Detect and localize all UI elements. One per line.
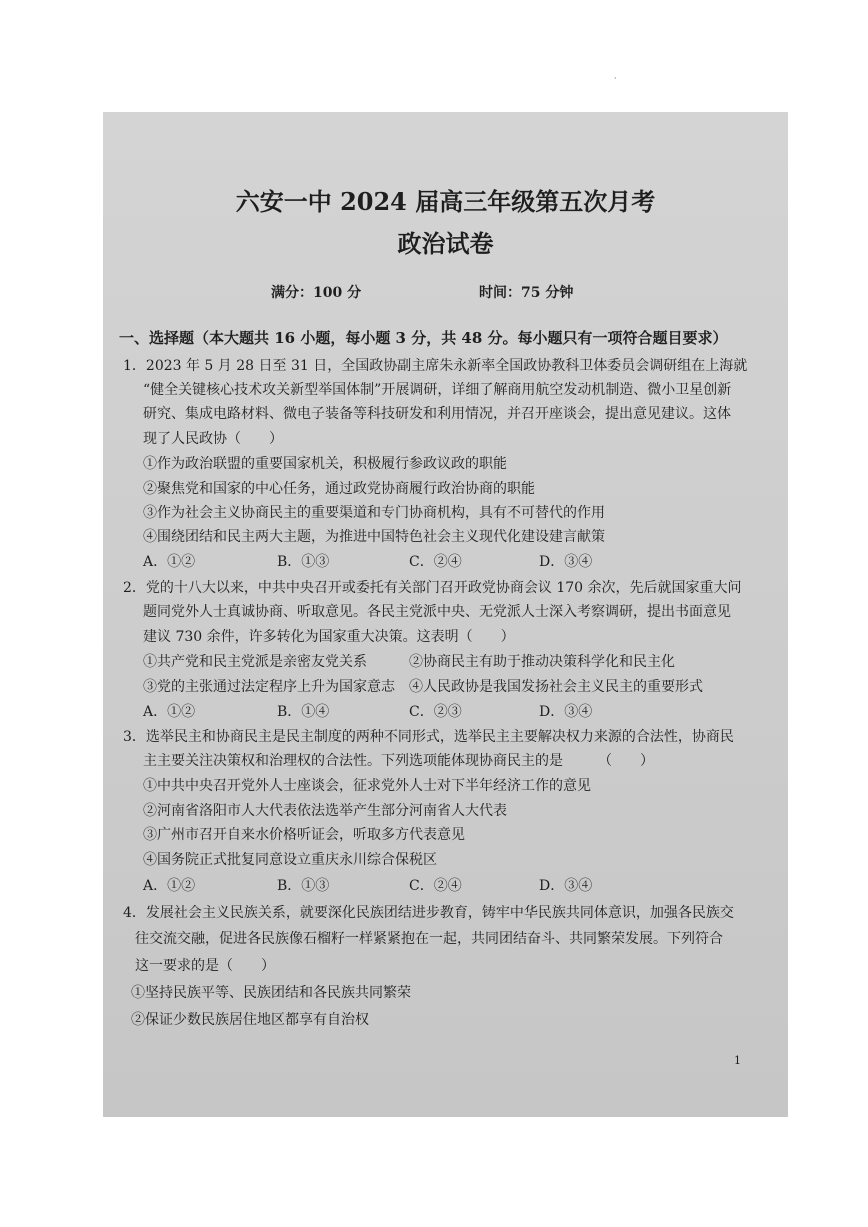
section-header: 一、选择题（本大题共 16 小题，每小题 3 分，共 48 分。每小题只有一项符合题目要求）: [119, 329, 728, 347]
exam-time: 时间：75 分钟: [479, 285, 574, 301]
q4-item: ①坚持民族平等、民族团结和各民族共同繁荣: [131, 985, 411, 1001]
q3-item: ②河南省洛阳市人大代表依法选举产生部分河南省人大代表: [143, 803, 507, 819]
q4-item: ②保证少数民族居住地区都享有自治权: [131, 1012, 369, 1028]
q1-item: ②聚焦党和国家的中心任务，通过政党协商履行政治协商的职能: [143, 481, 535, 497]
exam-subject: 政治试卷: [397, 229, 494, 258]
q1-option-c: C．②④: [409, 554, 462, 570]
q1-stem-line: 现了人民政协（ ）: [143, 431, 283, 447]
q1-item: ④围绕团结和民主两大主题，为推进中国特色社会主义现代化建设建言献策: [143, 529, 605, 545]
exam-paper: [103, 112, 788, 1117]
q4-stem-line: 往交流交融，促进各民族像石榴籽一样紧紧抱在一起，共同团结奋斗、共同繁荣发展。下列符合: [135, 931, 723, 947]
q1-item: ③作为社会主义协商民主的重要渠道和专门协商机构，具有不可替代的作用: [143, 505, 605, 521]
q3-stem-line: 3．选举民主和协商民主是民主制度的两种不同形式，选举民主主要解决权力来源的合法性，协商民: [123, 729, 734, 745]
page-number: 1: [734, 1054, 741, 1067]
q2-stem-line: 2．党的十八大以来，中共中央召开或委托有关部门召开政党协商会议 170 余次，先后就国家重大问: [123, 580, 742, 596]
q1-option-d: D．③④: [539, 554, 593, 570]
q3-option-c: C．②④: [409, 878, 462, 894]
full-score: 满分：100 分: [271, 285, 362, 301]
exam-title: 六安一中 2024 届高三年级第五次月考: [235, 187, 656, 216]
q2-option-c: C．②③: [409, 704, 462, 720]
q2-item: ④人民政协是我国发扬社会主义民主的重要形式: [409, 679, 703, 695]
q3-item: ③广州市召开自来水价格听证会，听取多方代表意见: [143, 827, 465, 843]
q2-option-b: B．①④: [277, 704, 330, 720]
q3-stem-line: 主主要关注决策权和治理权的合法性。下列选项能体现协商民主的是 （ ）: [143, 753, 654, 769]
page-dot: ·: [614, 74, 617, 83]
q4-stem-line: 这一要求的是（ ）: [135, 958, 275, 974]
q2-stem-line: 建议 730 余件，许多转化为国家重大决策。这表明（ ）: [143, 629, 515, 645]
q3-item: ④国务院正式批复同意设立重庆永川综合保税区: [143, 852, 437, 868]
q2-item: ①共产党和民主党派是亲密友党关系: [143, 654, 367, 670]
q4-stem-line: 4．发展社会主义民族关系，就要深化民族团结进步教育，铸牢中华民族共同体意识，加强各民族交: [123, 905, 734, 921]
q2-item: ③党的主张通过法定程序上升为国家意志: [143, 679, 395, 695]
q1-option-b: B．①③: [277, 554, 330, 570]
q2-stem-line: 题同党外人士真诚协商、听取意见。各民主党派中央、无党派人士深入考察调研，提出书面意见: [143, 604, 731, 620]
q1-stem-line: 研究、集成电路材料、微电子装备等科技研发和利用情况，并召开座谈会，提出意见建议。这体: [143, 406, 731, 422]
q3-item: ①中共中央召开党外人士座谈会，征求党外人士对下半年经济工作的意见: [143, 778, 591, 794]
q2-item: ②协商民主有助于推动决策科学化和民主化: [409, 654, 675, 670]
q3-option-d: D．③④: [539, 878, 593, 894]
q3-option-b: B．①③: [277, 878, 330, 894]
q1-option-a: A．①②: [143, 554, 196, 570]
q1-item: ①作为政治联盟的重要国家机关，积极履行参政议政的职能: [143, 456, 507, 472]
q1-stem-line: “健全关键核心技术攻关新型举国体制”开展调研，详细了解商用航空发动机制造、微小卫星创新: [143, 382, 732, 398]
q2-option-d: D．③④: [539, 704, 593, 720]
q1-stem-line: 1．2023 年 5 月 28 日至 31 日，全国政协副主席朱永新率全国政协教科卫体委员会调研组在上海就: [123, 358, 748, 374]
q2-option-a: A．①②: [143, 704, 196, 720]
q3-option-a: A．①②: [143, 878, 196, 894]
